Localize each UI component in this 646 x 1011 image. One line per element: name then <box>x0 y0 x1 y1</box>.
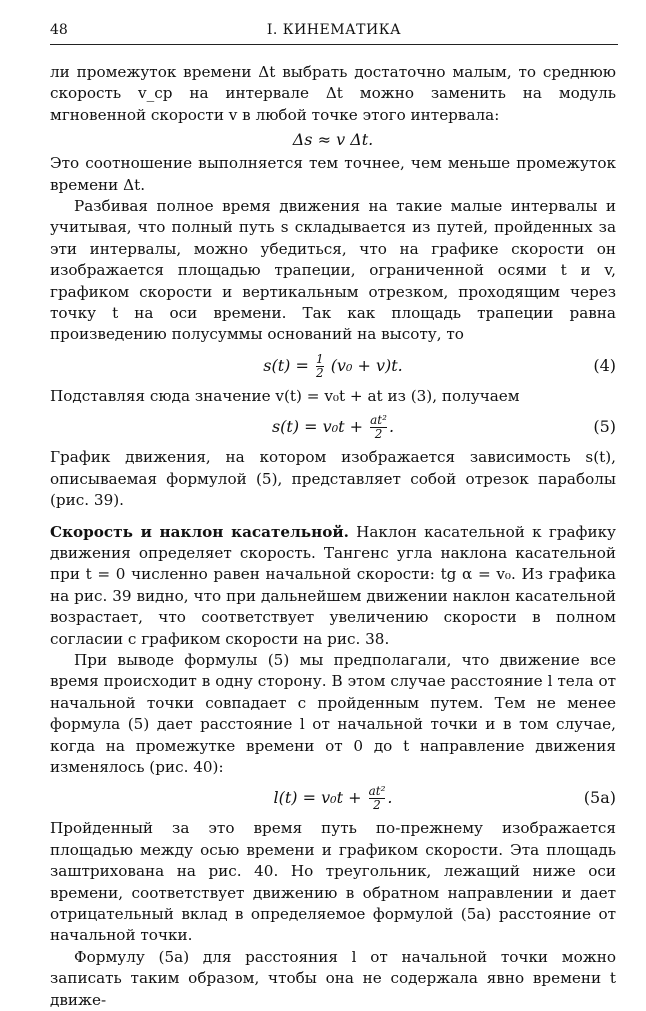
paragraph-6-body: Наклон касательной к графику движения определяет скорость. Тангенс угла наклона касательной при t = 0 численно равен начальной скорости: tg α = v₀. Из графика на рис. 39 видно, что при дальнейшем движении наклон касательной возрастает, что соответствует увеличению скорости в полном согласии с графиком скорости на рис. 38. <box>50 522 616 648</box>
fraction-half-denominator: 2 <box>315 365 324 380</box>
paragraph-4: Подставляя сюда значение v(t) = v₀t + at из (3), получаем <box>50 386 520 405</box>
fraction-at2-b-numerator: at² <box>368 784 386 799</box>
fraction-at2-b <box>369 785 386 812</box>
equation-4-left: s(t) = <box>263 355 309 375</box>
fraction-at2-numerator: at² <box>370 413 387 428</box>
fraction-half-numerator: 1 <box>315 351 324 366</box>
page-header <box>50 22 618 42</box>
fraction-at2-b-denominator: 2 <box>369 798 386 812</box>
page-number: 48 <box>50 22 68 38</box>
paragraph-6 <box>50 522 616 650</box>
header-rule <box>50 44 618 45</box>
paragraph-1: ли промежуток времени Δt выбрать достаточно малым, то среднюю скорость v_ср на интервале Δt можно заменить на модуль мгновенной скорости v в любой точке этого интервала: <box>50 63 616 124</box>
paragraph-2: Это соотношение выполняется тем точнее, чем меньше промежуток времени Δt. <box>50 154 616 194</box>
equation-5a-left: l(t) = v₀t + <box>273 788 362 808</box>
equation-delta-s <box>50 126 616 153</box>
equation-delta-s-text: Δs ≈ v Δt. <box>292 130 374 150</box>
section-heading: Скорость и наклон касательной. <box>50 522 349 541</box>
equation-5: s(t) = v₀t + $\frac{\text{at²}}{2}$ . (5) <box>50 407 616 447</box>
paragraph-7: При выводе формулы (5) мы предполагали, что движение все время происходит в одну сторону. В этом случае расстояние l тела от начальной точки совпадает с пройденным путем. Тем не менее формула (5) дает расстояние l от начальной точки и в том случае, когда на промежутке времени от 0 до t направление движения изменялось (рис. 40): <box>50 650 616 776</box>
fraction-half <box>316 353 324 380</box>
equation-5a: l(t) = v₀t + $\frac{\text{at²}}{2}$ . (5а) <box>50 778 616 818</box>
equation-5-left: s(t) = v₀t + <box>271 417 364 437</box>
fraction-at2 <box>370 414 387 441</box>
equation-4 <box>50 346 616 386</box>
fraction-at2-denominator: 2 <box>370 427 387 441</box>
equation-4-right: (v₀ + v)t. <box>330 355 403 375</box>
running-title: I. КИНЕМАТИКА <box>266 22 402 38</box>
paragraph-9: Формулу (5а) для расстояния l от начальной точки можно записать таким образом, чтобы она не содержала явно времени t движе- <box>50 947 616 1009</box>
paragraph-5: График движения, на котором изображается зависимость s(t), описываемая формулой (5), представляет собой отрезок параболы (рис. 39). <box>50 448 616 510</box>
equation-5-number: (5) <box>593 417 616 437</box>
equation-4-number: (4) <box>593 355 616 375</box>
equation-5a-number: (5а) <box>583 788 616 808</box>
paragraph-3: Разбивая полное время движения на такие малые интервалы и учитывая, что полный путь s складывается из путей, пройденных за эти интервалы, можно убедиться, что на графике скорости он изображается площадью трапеции, ограниченной осями t и v, графиком скорости и вертикальным отрезком, проходящим через точку t на оси времени. Так как площадь трапеции равна произведению полусуммы оснований на высоту, то <box>50 197 616 344</box>
page-body <box>50 62 616 1011</box>
paragraph-8: Пройденный за это время путь по-прежнему изображается площадью между осью времени и графиком скорости. Эта площадь заштрихована на рис. 40. Но треугольник, лежащий ниже оси времени, соответствует движению в обратном направлении и дает отрицательный вклад в определяемое формулой (5а) расстояние от начальной точки. <box>50 819 616 945</box>
